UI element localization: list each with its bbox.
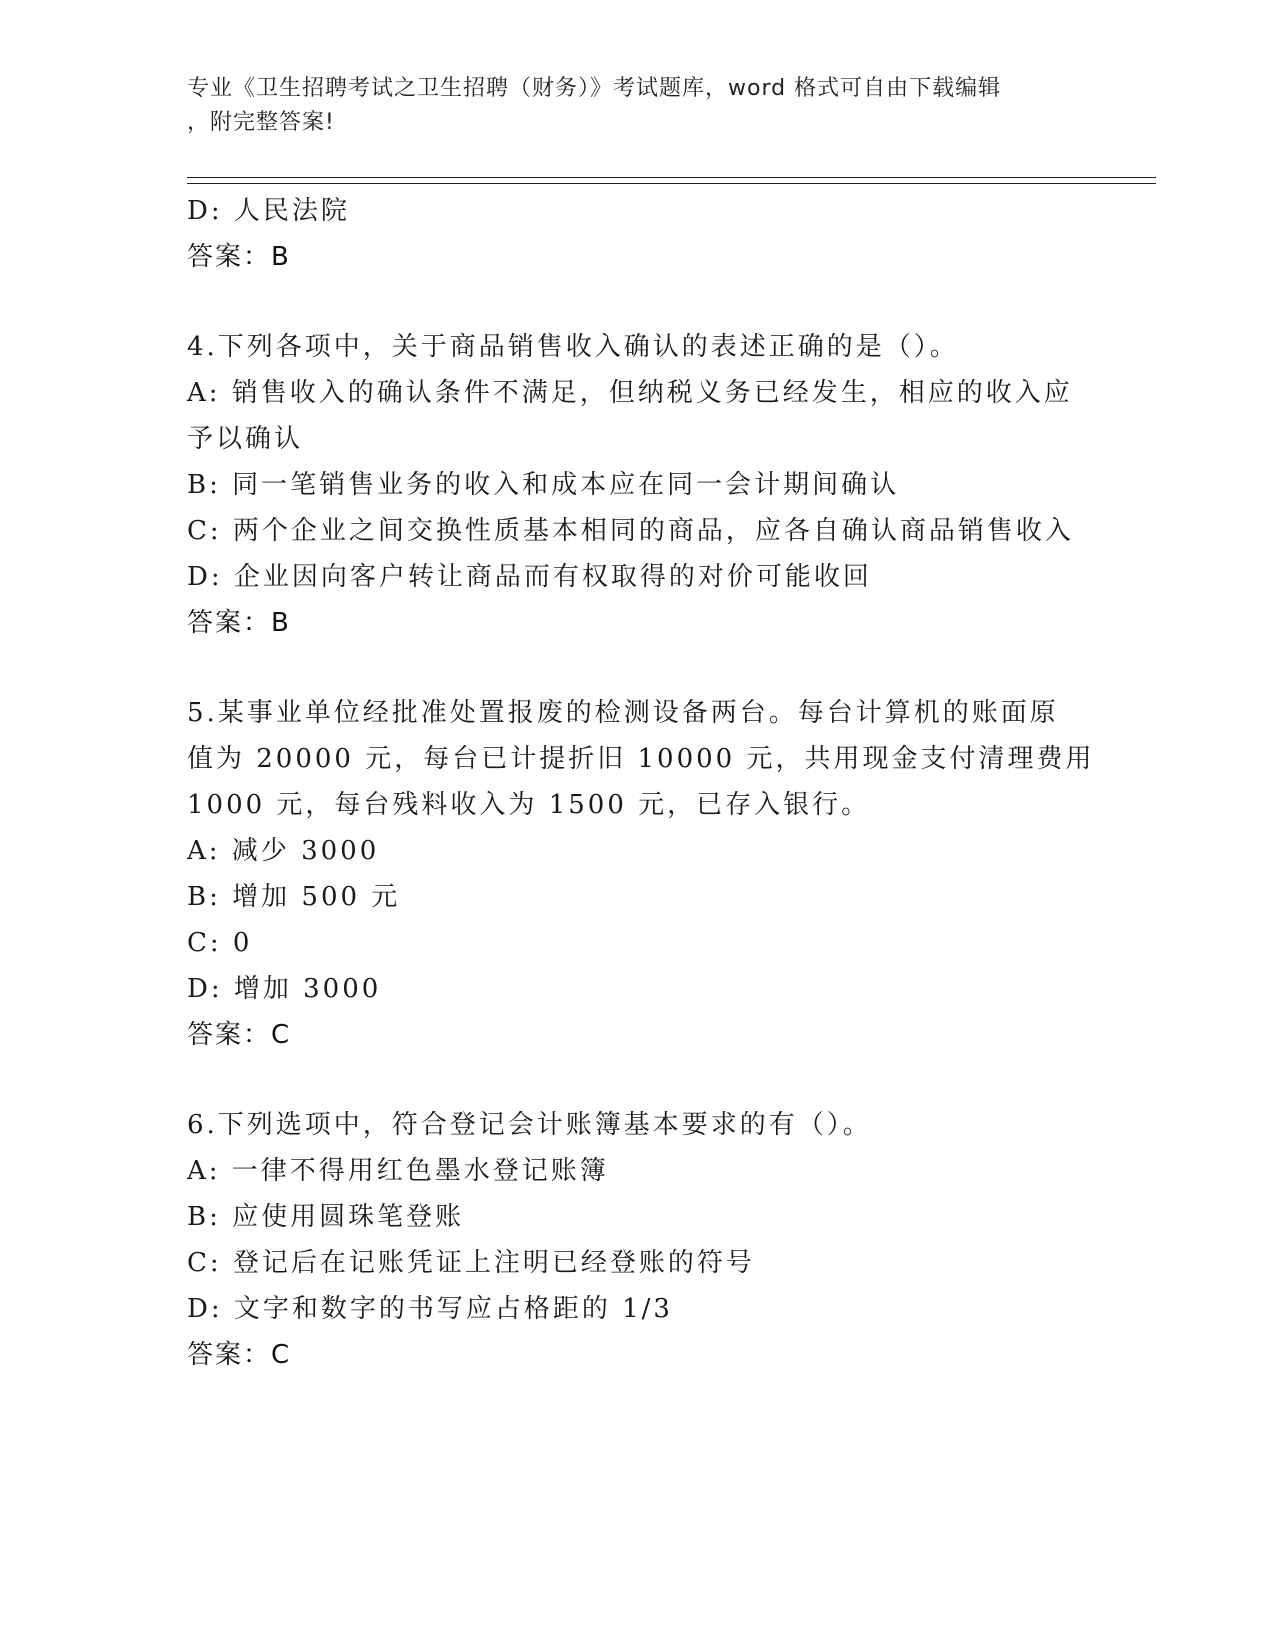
q5-stem-line1: 5.某事业单位经批准处置报废的检测设备两台。每台计算机的账面原 (187, 698, 1059, 728)
header-line-1: 专业《卫生招聘考试之卫生招聘（财务）》考试题库，word 格式可自由下载编辑 (187, 76, 1002, 101)
prev-answer: 答案：B (187, 242, 291, 272)
question-content (187, 188, 1095, 1378)
spacer (187, 1058, 1087, 1102)
header-rule-top (187, 177, 1156, 178)
header-line-2: ，附完整答案! (187, 110, 335, 135)
q6-option-a: A: 一律不得用红色墨水登记账簿 (187, 1156, 609, 1186)
q6-option-d: D: 文字和数字的书写应占格距的 1/3 (187, 1294, 673, 1324)
q6-stem: 6.下列选项中，符合登记会计账簿基本要求的有（）。 (187, 1110, 872, 1140)
q6-answer: 答案：C (187, 1340, 292, 1370)
q5-stem-line3: 1000 元，每台残料收入为 1500 元，已存入银行。 (187, 790, 871, 820)
q4-option-a-line1: A: 销售收入的确认条件不满足，但纳税义务已经发生，相应的收入应 (187, 378, 1073, 408)
question-5 (187, 690, 1095, 1058)
q6-option-b: B: 应使用圆珠笔登账 (187, 1202, 465, 1232)
q5-option-b: B: 增加 500 元 (187, 882, 401, 912)
question-6 (187, 1102, 1087, 1378)
q5-stem-line2: 值为 20000 元，每台已计提折旧 10000 元，共用现金支付清理费用 (187, 744, 1095, 774)
q4-answer: 答案：B (187, 608, 291, 638)
header-rule-bottom (187, 183, 1156, 184)
q4-stem: 4.下列各项中，关于商品销售收入确认的表述正确的是（）。 (187, 332, 959, 362)
q4-option-c: C: 两个企业之间交换性质基本相同的商品，应各自确认商品销售收入 (187, 516, 1074, 546)
q5-answer: 答案：C (187, 1020, 292, 1050)
spacer (187, 280, 1087, 324)
q4-option-d: D: 企业因向客户转让商品而有权取得的对价可能收回 (187, 562, 872, 592)
q5-option-d: D: 增加 3000 (187, 974, 382, 1004)
spacer (187, 646, 1087, 690)
q4-option-a-line2: 予以确认 (187, 424, 304, 454)
question-4 (187, 324, 1087, 646)
prev-option-d: D: 人民法院 (187, 196, 350, 226)
q4-option-b: B: 同一笔销售业务的收入和成本应在同一会计期间确认 (187, 470, 900, 500)
page-header (187, 72, 1087, 140)
q6-option-c: C: 登记后在记账凭证上注明已经登账的符号 (187, 1248, 755, 1278)
q5-option-c: C: 0 (187, 928, 253, 958)
q5-option-a: A: 减少 3000 (187, 836, 380, 866)
